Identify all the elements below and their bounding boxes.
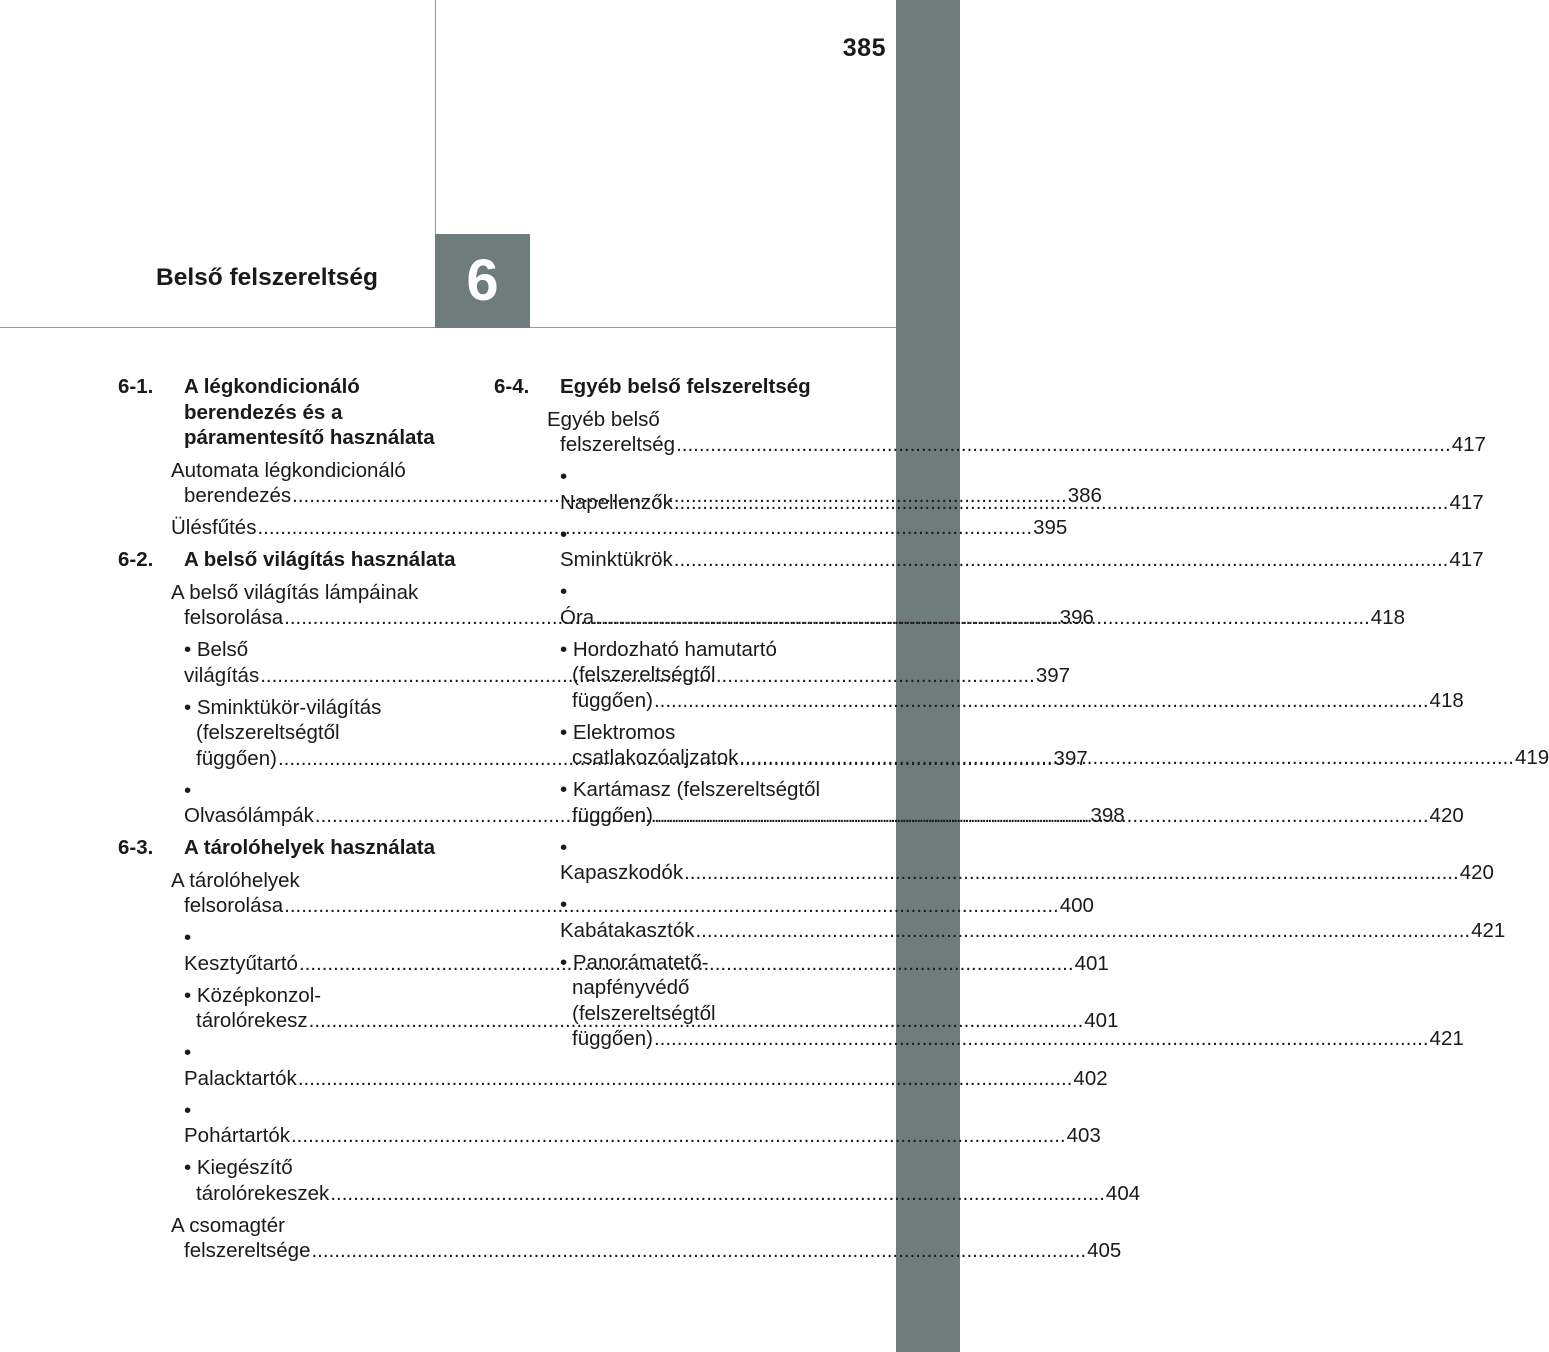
entry-page-number: 419 bbox=[1514, 746, 1549, 769]
dot-leader bbox=[291, 1124, 1066, 1147]
entry-text-line: csatlakozóaljzatok bbox=[572, 746, 739, 769]
entry-text-line: • Kiegészítő bbox=[184, 1156, 293, 1179]
entry-page-number: 405 bbox=[1087, 1239, 1122, 1262]
dot-leader bbox=[654, 1027, 1429, 1050]
toc-entry[interactable] bbox=[547, 407, 1486, 458]
dot-leader bbox=[676, 433, 1451, 456]
entry-page-number: 417 bbox=[1451, 433, 1486, 456]
entry-page-number: 398 bbox=[1090, 804, 1125, 827]
entry-text-line: • Hordozható hamutartó bbox=[560, 637, 777, 661]
entry-text-line: (felszereltségtől bbox=[572, 1001, 716, 1025]
chapter-title: Belső felszereltség bbox=[156, 264, 378, 291]
entry-text-line: felsorolása bbox=[184, 606, 284, 629]
entry-text-line: • Középkonzol- bbox=[184, 983, 322, 1007]
entry-leader-line bbox=[171, 515, 1068, 541]
entry-leader-line bbox=[572, 1026, 1464, 1052]
entry-text-line: Automata légkondicionáló bbox=[171, 458, 406, 482]
dot-leader bbox=[654, 804, 1429, 827]
entry-leader-line bbox=[560, 835, 1494, 886]
entry-text-line: függően) bbox=[196, 746, 277, 770]
entry-page-number: 397 bbox=[1035, 663, 1071, 687]
toc-section-heading bbox=[494, 374, 837, 400]
entry-text-line: • Sminktükör-világítás bbox=[184, 695, 382, 719]
dot-leader bbox=[654, 689, 1429, 712]
entry-text-line: tárolórekeszek bbox=[196, 1181, 330, 1205]
entry-leader-line bbox=[196, 1181, 1141, 1207]
entry-text-line: felszereltsége bbox=[184, 1239, 311, 1262]
entry-page-number: 420 bbox=[1459, 861, 1494, 884]
entry-page-number: 395 bbox=[1033, 516, 1068, 539]
toc-section-heading bbox=[118, 547, 461, 573]
entry-text-line: A csomagtér bbox=[171, 1213, 285, 1237]
entry-text-line: • Pohártartók bbox=[184, 1098, 290, 1147]
entry-page-number: 400 bbox=[1059, 894, 1094, 917]
section-title-line: berendezés és a bbox=[184, 400, 343, 424]
section-number: 6-1. bbox=[118, 375, 154, 398]
entry-text-line: • Kesztyűtartó bbox=[184, 926, 298, 975]
entry-page-number: 386 bbox=[1067, 484, 1102, 507]
dot-leader bbox=[330, 1182, 1105, 1205]
entry-text-line: • Belső világítás bbox=[184, 638, 260, 687]
entry-text-line: berendezés bbox=[184, 484, 292, 507]
entry-leader-line bbox=[184, 605, 1094, 631]
entry-text-line: • Kartámasz (felszereltségtől bbox=[560, 778, 821, 801]
toc-entry[interactable] bbox=[184, 1155, 1141, 1206]
toc-entry[interactable] bbox=[560, 835, 1494, 886]
dot-leader bbox=[298, 1067, 1073, 1090]
toc-section-heading bbox=[118, 835, 461, 861]
entry-page-number: 403 bbox=[1066, 1124, 1101, 1147]
header-vertical-rule bbox=[435, 0, 436, 234]
entry-text-line: függően) bbox=[572, 688, 653, 712]
entry-text-line: (felszereltségtől bbox=[572, 663, 716, 686]
entry-text-line: (felszereltségtől bbox=[196, 721, 340, 744]
entry-leader-line bbox=[572, 688, 1464, 714]
entry-text-line: • Sminktükrök bbox=[560, 522, 673, 571]
section-title-line: A tárolóhelyek használata bbox=[184, 836, 436, 859]
entry-page-number: 397 bbox=[1053, 746, 1088, 770]
entry-page-number: 420 bbox=[1429, 803, 1464, 827]
entry-page-number: 421 bbox=[1429, 1027, 1464, 1050]
entry-leader-line bbox=[560, 432, 1486, 458]
entry-text-line: • Palacktartók bbox=[184, 1041, 297, 1090]
dot-leader bbox=[674, 548, 1449, 571]
dot-leader bbox=[674, 491, 1449, 514]
entry-text-line: • Kapaszkodók bbox=[560, 835, 684, 884]
dot-leader bbox=[739, 746, 1514, 769]
entry-text-line: Ülésfűtés bbox=[171, 516, 257, 539]
toc-entry[interactable] bbox=[171, 1213, 1122, 1264]
entry-page-number: 417 bbox=[1449, 548, 1484, 571]
section-title-line: A belső világítás használata bbox=[184, 548, 456, 571]
section-title-line: A légkondicionáló bbox=[184, 375, 360, 398]
dot-leader bbox=[595, 606, 1370, 629]
section-title-line: Egyéb belső felszereltség bbox=[560, 375, 811, 398]
entry-page-number: 402 bbox=[1073, 1066, 1108, 1090]
entry-leader-line bbox=[184, 1098, 1101, 1149]
entry-leader-line bbox=[184, 1040, 1108, 1091]
entry-text-line: • Óra bbox=[560, 580, 595, 629]
entry-text-line: felsorolása bbox=[184, 894, 284, 917]
page-number: 385 bbox=[842, 34, 886, 62]
entry-leader-line bbox=[184, 1238, 1122, 1264]
entry-text-line: • Napellenzők bbox=[560, 465, 673, 514]
section-number: 6-2. bbox=[118, 548, 154, 571]
dot-leader bbox=[695, 919, 1470, 942]
entry-page-number: 421 bbox=[1471, 918, 1506, 942]
entry-page-number: 417 bbox=[1449, 490, 1484, 514]
entry-text-line: függően) bbox=[572, 803, 653, 827]
entry-text-line: függően) bbox=[572, 1027, 653, 1050]
dot-leader bbox=[684, 861, 1459, 884]
entry-text-line: • Olvasólámpák bbox=[184, 778, 314, 827]
entry-text-line: A tárolóhelyek bbox=[171, 868, 300, 892]
entry-page-number: 401 bbox=[1084, 1009, 1119, 1032]
entry-page-number: 418 bbox=[1429, 688, 1464, 712]
toc-entry[interactable] bbox=[171, 515, 1068, 541]
entry-page-number: 404 bbox=[1105, 1181, 1141, 1205]
section-title-line: páramentesítő használata bbox=[184, 426, 435, 449]
entry-text-line: Egyéb belső bbox=[547, 407, 660, 431]
entry-text-line: A belső világítás lámpáinak bbox=[171, 580, 419, 604]
entry-page-number: 418 bbox=[1370, 605, 1406, 629]
entry-text-line: • Kabátakasztók bbox=[560, 893, 695, 942]
toc-entry[interactable] bbox=[184, 1098, 1101, 1149]
section-number: 6-3. bbox=[118, 836, 154, 859]
entry-page-number: 396 bbox=[1059, 606, 1094, 629]
entry-text-line: felszereltség bbox=[560, 433, 676, 456]
toc-entry[interactable] bbox=[184, 1040, 1108, 1091]
entry-text-line: tárolórekesz bbox=[196, 1009, 308, 1032]
entry-page-number: 401 bbox=[1074, 951, 1109, 975]
section-number: 6-4. bbox=[494, 375, 530, 398]
dot-leader bbox=[311, 1239, 1086, 1262]
toc-section-heading bbox=[118, 374, 461, 451]
entry-text-line: • Elektromos bbox=[560, 720, 676, 744]
chapter-number-box: 6 bbox=[435, 234, 530, 328]
entry-text-line: napfényvédő bbox=[572, 976, 690, 999]
entry-text-line: • Panorámatető- bbox=[560, 950, 709, 974]
